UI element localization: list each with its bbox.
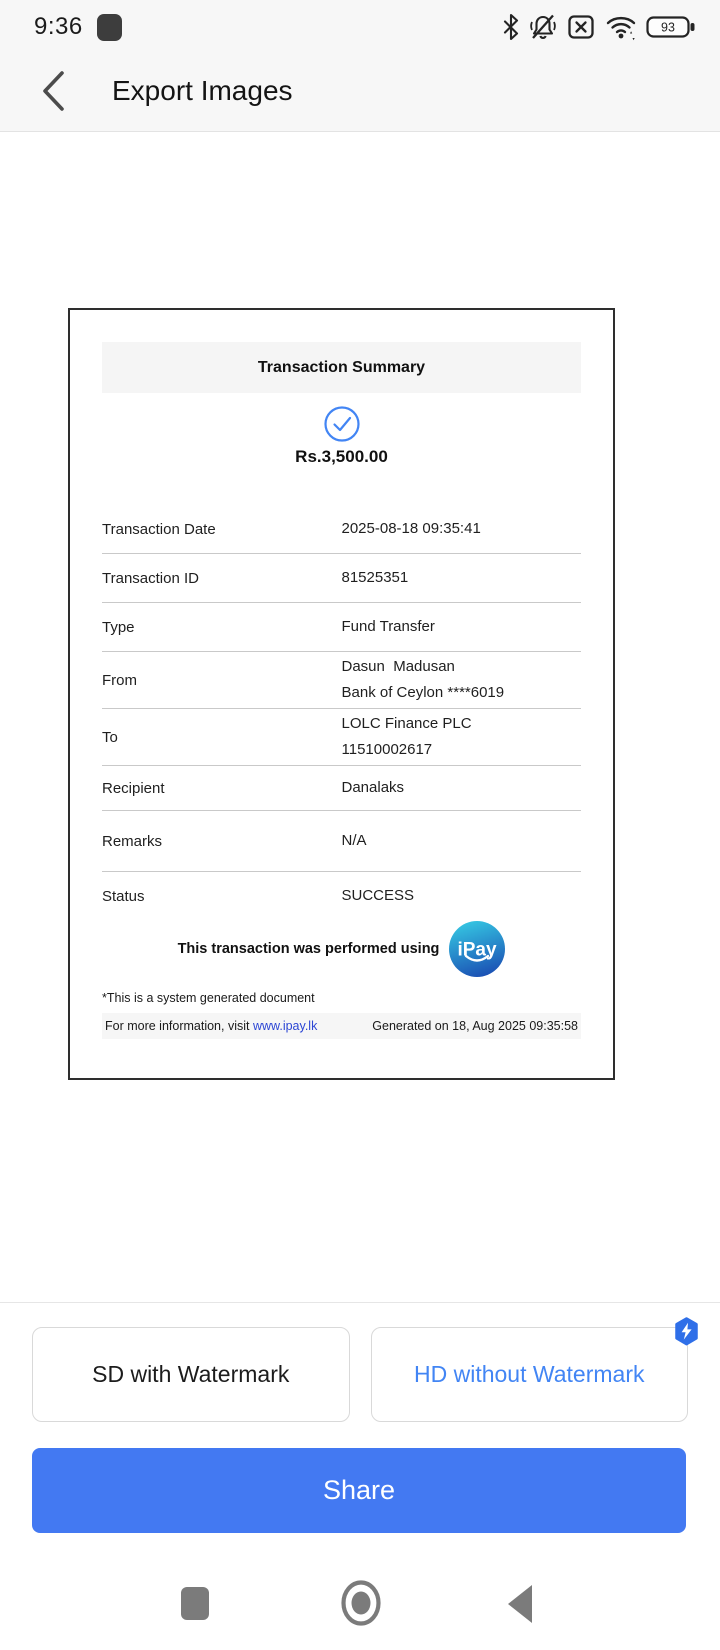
row-value: 11510002617 bbox=[341, 741, 433, 758]
row-label: Recipient bbox=[102, 779, 165, 797]
row-type bbox=[102, 603, 581, 652]
row-value: N/A bbox=[341, 832, 367, 849]
row-label: To bbox=[102, 728, 118, 746]
row-value: Danalaks bbox=[341, 779, 405, 796]
row-label: Transaction Date bbox=[102, 520, 216, 538]
status-value: SUCCESS bbox=[341, 887, 415, 904]
back-button[interactable] bbox=[24, 61, 84, 121]
statusbar-right bbox=[502, 9, 696, 45]
battery-percent: 93 bbox=[661, 20, 675, 35]
nav-back-button[interactable] bbox=[505, 1583, 535, 1625]
row-label: Type bbox=[102, 618, 135, 636]
row-recipient bbox=[102, 766, 581, 811]
hd-without-watermark-button[interactable]: HD without Watermark bbox=[371, 1327, 689, 1422]
sd-with-watermark-button[interactable]: SD with Watermark bbox=[32, 1327, 350, 1422]
bottom-sheet-divider bbox=[0, 1302, 720, 1303]
page-title: Export Images bbox=[112, 75, 293, 106]
clock: 9:36 bbox=[34, 13, 83, 40]
back-chevron-icon bbox=[41, 70, 67, 112]
row-transaction-id bbox=[102, 554, 581, 603]
top-chrome bbox=[0, 0, 720, 132]
row-value: Fund Transfer bbox=[341, 618, 435, 635]
wifi-icon bbox=[605, 12, 637, 42]
export-options bbox=[32, 1327, 688, 1422]
success-check-icon bbox=[323, 405, 361, 443]
nav-home-button[interactable] bbox=[339, 1578, 383, 1628]
receipt-title: Transaction Summary bbox=[102, 342, 581, 393]
row-label: Remarks bbox=[102, 832, 163, 850]
row-value: Dasun Madusan bbox=[341, 658, 455, 675]
receipt-footer-bar bbox=[102, 1013, 581, 1039]
generated-timestamp: Generated on 18, Aug 2025 09:35:58 bbox=[372, 1019, 578, 1033]
row-value: Bank of Ceylon ****6019 bbox=[341, 684, 505, 701]
performed-using-text: This transaction was performed using bbox=[177, 941, 440, 957]
footer-info bbox=[105, 1019, 317, 1033]
ipay-link: www.ipay.lk bbox=[252, 1019, 318, 1033]
receipt-preview-card bbox=[68, 308, 615, 1080]
battery-icon bbox=[646, 13, 696, 41]
app-bar bbox=[0, 56, 720, 126]
premium-lightning-badge-icon bbox=[672, 1317, 701, 1346]
receipt-rows bbox=[102, 505, 581, 915]
row-label: Status bbox=[102, 887, 145, 905]
no-sim-icon bbox=[566, 12, 596, 42]
row-label: From bbox=[102, 671, 137, 689]
row-remarks bbox=[102, 811, 581, 872]
statusbar-left bbox=[34, 10, 122, 44]
nav-recents-button[interactable] bbox=[181, 1587, 209, 1620]
mute-bell-icon bbox=[529, 12, 557, 42]
notification-app-icon bbox=[97, 14, 122, 41]
transaction-amount: Rs.3,500.00 bbox=[295, 447, 388, 466]
row-value: 81525351 bbox=[341, 569, 409, 586]
row-transaction-date bbox=[102, 505, 581, 554]
row-status bbox=[102, 872, 581, 915]
row-value: 2025-08-18 09:35:41 bbox=[341, 520, 481, 537]
row-to bbox=[102, 709, 581, 766]
ipay-logo-text: iPay bbox=[457, 939, 497, 961]
row-label: Transaction ID bbox=[102, 569, 199, 587]
row-from bbox=[102, 652, 581, 709]
bluetooth-icon bbox=[502, 12, 520, 42]
footer-info-prefix: For more information, visit bbox=[105, 1019, 253, 1033]
performed-using-line bbox=[102, 921, 581, 977]
success-check-wrap bbox=[102, 405, 581, 443]
ipay-logo bbox=[449, 921, 505, 977]
share-button[interactable]: Share bbox=[32, 1448, 686, 1533]
system-generated-note: *This is a system generated document bbox=[102, 991, 315, 1005]
row-value: LOLC Finance PLC bbox=[341, 715, 472, 732]
